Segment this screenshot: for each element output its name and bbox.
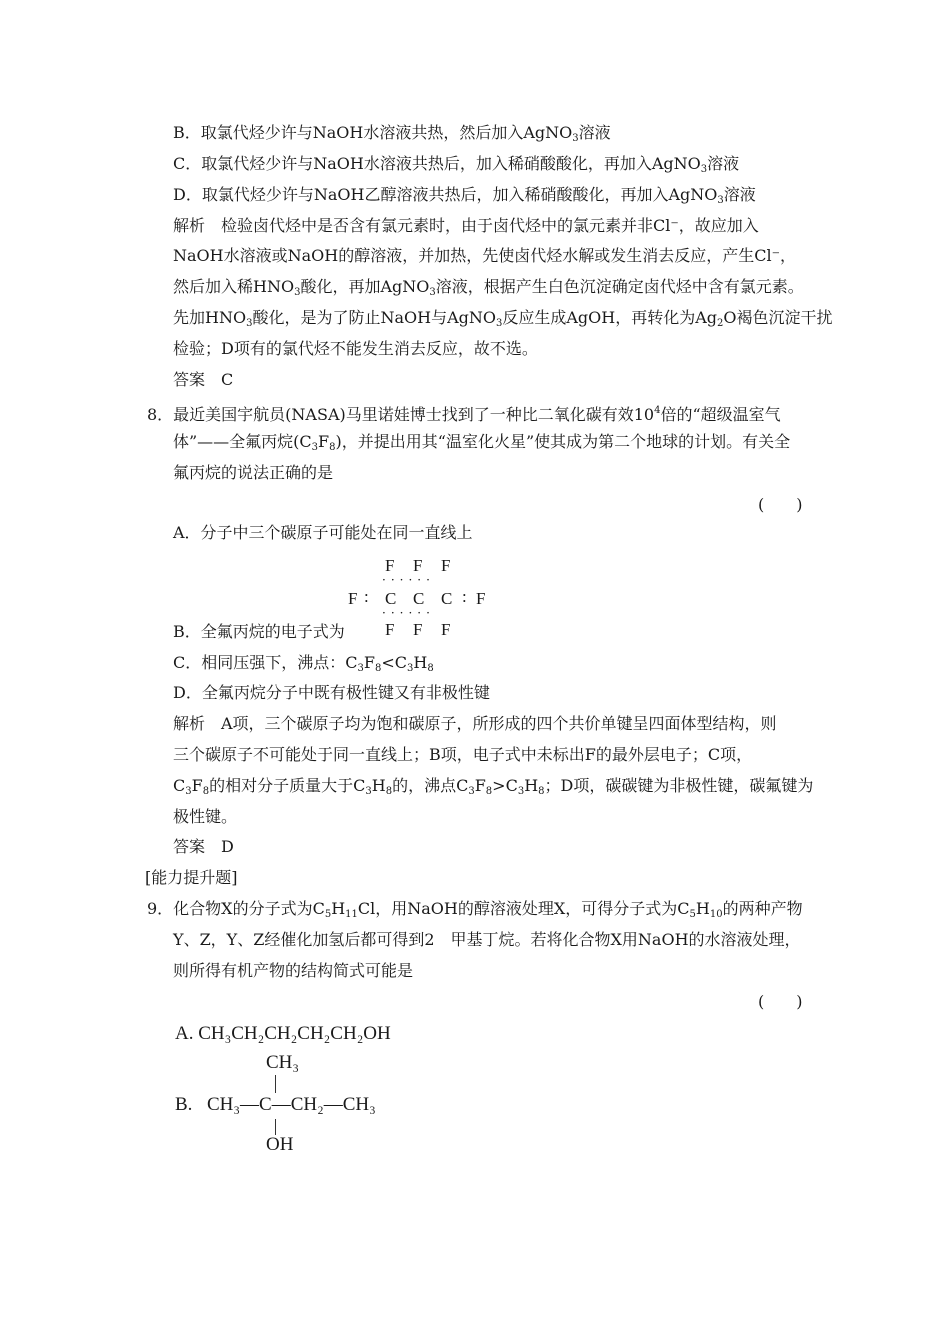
q9-stem-line1: 9．化合物X的分子式为$C_5H_{11}Cl$，用NaOH的醇溶液处理X，可得分子式为$C_5H_{10}$的两种产物: [147, 899, 803, 920]
q7-option-d: D．取氯代烃少许与NaOH乙醇溶液共热后，加入稀硝酸酸化，再加入AgNO$_3$溶液: [173, 185, 756, 206]
q7-analysis-line1: 解析 检验卤代烃中是否含有氯元素时，由于卤代烃中的氯元素并非Cl⁻，故应加入: [173, 216, 759, 235]
q8-stem-line3: 氟丙烷的说法正确的是: [173, 463, 334, 482]
q7-analysis-line2: NaOH水溶液或NaOH的醇溶液，并加热，先使卤代烃水解或发生消去反应，产生Cl⁻，: [173, 246, 797, 265]
q9-option-a: A. CH₃CH₂CH₂CH₂CH₂OH: [175, 1023, 391, 1044]
q9-option-b-main-chain: CH₃—C—CH₂—CH₃: [207, 1094, 376, 1115]
lewis-f-left: F: [348, 589, 358, 608]
q8-analysis-line1: 解析 A项，三个碳原子均为饱和碳原子，所形成的四个共价单键呈四面体型结构，则: [173, 714, 777, 733]
lewis-colon-right: :: [462, 587, 467, 606]
lewis-f-right: F: [476, 589, 486, 608]
q8-stem-line2: 体”——全氟丙烷$(C_3F_8)$，并提出用其“温室化火星”使其成为第二个地球的计划。有关全: [173, 432, 791, 453]
q9-option-b-bond-down: [275, 1119, 276, 1135]
q8-analysis-line2: 三个碳原子不可能处于同一直线上；B项，电子式中未标出F的最外层电子；C项，: [173, 745, 753, 764]
q9-option-b-top-group: CH₃: [266, 1052, 300, 1073]
q7-option-c: C．取氯代烃少许与NaOH水溶液共热后，加入稀硝酸酸化，再加入AgNO$_3$溶液: [173, 154, 740, 175]
q8-option-a: A．分子中三个碳原子可能处在同一直线上: [173, 523, 473, 542]
lewis-dots-top: ······: [382, 573, 435, 587]
lewis-f-bottom-1: F: [385, 620, 395, 639]
lewis-f-top-3: F: [441, 556, 451, 575]
q7-answer: 答案 C: [173, 370, 234, 389]
lewis-c-3: C: [441, 589, 453, 608]
q9-option-b-bottom-group: OH: [266, 1134, 294, 1155]
lewis-colon-left: :: [364, 587, 369, 606]
section-heading: [能力提升题]: [145, 868, 238, 887]
q8-stem-line1: 8．最近美国宇航员(NASA)马里诺娃博士找到了一种比二氧化碳有效$10^4$倍的“超级温室气: [147, 405, 781, 424]
lewis-dots-bottom: ······: [382, 606, 435, 620]
q9-stem-line3: 则所得有机产物的结构简式可能是: [173, 961, 414, 980]
q7-analysis-line4: 先加$HNO_3$酸化，是为了防止NaOH与AgNO$_3$反应生成AgOH，再转化为$Ag_2O$褐色沉淀干扰: [173, 308, 833, 329]
q8-answer: 答案 D: [173, 837, 234, 856]
q7-option-b: B．取氯代烃少许与NaOH水溶液共热，然后加入AgNO$_3$溶液: [173, 123, 611, 144]
q7-analysis-line5: 检验；D项有的氯代烃不能发生消去反应，故不选。: [173, 339, 538, 358]
lewis-f-bottom-3: F: [441, 620, 451, 639]
q8-option-c: C．相同压强下，沸点：$C_3F_8<C_3H_8$: [173, 653, 434, 674]
q8-analysis-line3: $C_3F_8$的相对分子质量大于$C_3H_8$的，沸点$C_3F_8>C_3H_8$；D项，碳碳键为非极性键，碳氟键为: [173, 776, 814, 797]
lewis-c-2: C: [413, 589, 425, 608]
lewis-f-top-2: F: [413, 556, 423, 575]
lewis-f-top-1: F: [385, 556, 395, 575]
q9-option-b-label: B.: [175, 1094, 193, 1115]
lewis-c-1: C: [385, 589, 397, 608]
q9-option-b-bond-up: [275, 1075, 276, 1093]
q8-answer-paren: ( ): [758, 495, 803, 514]
lewis-f-bottom-2: F: [413, 620, 423, 639]
q9-answer-paren: ( ): [758, 992, 803, 1011]
q8-analysis-line4: 极性键。: [173, 807, 238, 826]
q8-option-b: B．全氟丙烷的电子式为: [173, 622, 345, 641]
q7-analysis-line3: 然后加入稀$HNO_3$酸化，再加AgNO$_3$溶液，根据产生白色沉淀确定卤代烃中含有氯元素。: [173, 277, 804, 298]
q9-stem-line2: Y、Z，Y、Z经催化加氢后都可得到2 甲基丁烷。若将化合物X用NaOH的水溶液处理，: [173, 930, 801, 949]
q8-option-d: D．全氟丙烷分子中既有极性键又有非极性键: [173, 683, 490, 702]
